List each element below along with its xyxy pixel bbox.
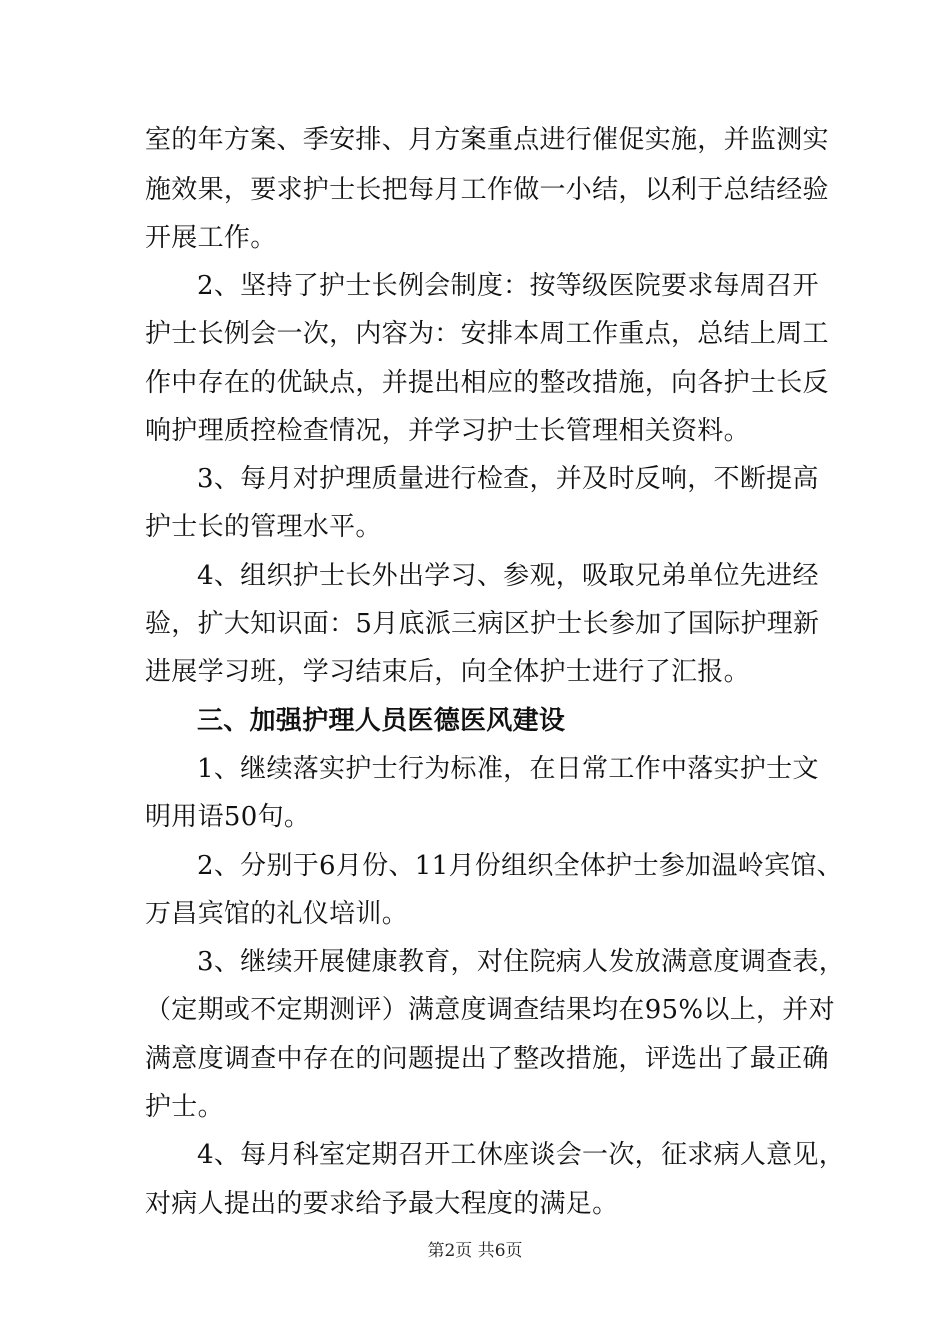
body-text-line: 1、继续落实护士行为标准，在日常工作中落实护士文 [197,754,819,784]
body-text-line: 3、每月对护理质量进行检查，并及时反响，不断提高 [197,464,819,494]
body-text-line: 4、每月科室定期召开工休座谈会一次，征求病人意见， [197,1140,846,1170]
body-text-line: 护士长的管理水平。 [145,512,382,542]
body-text-line: 验，扩大知识面：5月底派三病区护士长参加了国际护理新 [145,609,820,639]
body-text-line: 开展工作。 [145,223,277,253]
body-text-line: 2、坚持了护士长例会制度：按等级医院要求每周召开 [197,271,819,301]
body-text-line: 万昌宾馆的礼仪培训。 [145,899,409,929]
body-text-line: 护士。 [145,1092,224,1122]
section-heading: 三、加强护理人员医德医风建设 [197,706,566,736]
body-text-line: 2、分别于6月份、11月份组织全体护士参加温岭宾馆、 [197,851,843,881]
body-text-line: 4、组织护士长外出学习、参观，吸取兄弟单位先进经 [197,561,819,591]
body-text-line: 进展学习班，学习结束后，向全体护士进行了汇报。 [145,657,750,687]
body-text-line: 满意度调查中存在的问题提出了整改措施，评选出了最正确 [145,1044,829,1074]
body-text-line: 3、继续开展健康教育，对住院病人发放满意度调查表， [197,947,846,977]
body-text-line: 对病人提出的要求给予最大程度的满足。 [145,1189,619,1219]
body-text-line: 作中存在的优缺点，并提出相应的整改措施，向各护士长反 [145,368,829,398]
body-text-line: 护士长例会一次，内容为：安排本周工作重点，总结上周工 [145,319,829,349]
body-text-line: 室的年方案、季安排、月方案重点进行催促实施，并监测实 [145,125,829,155]
body-text-line: 响护理质控检查情况，并学习护士长管理相关资料。 [145,416,750,446]
body-text-line: 明用语50句。 [145,802,311,832]
body-text-line: 施效果，要求护士长把每月工作做一小结，以利于总结经验 [145,175,829,205]
body-text-line: （定期或不定期测评）满意度调查结果均在95%以上，并对 [145,995,835,1025]
page-number-footer: 第2页 共6页 [427,1241,523,1261]
